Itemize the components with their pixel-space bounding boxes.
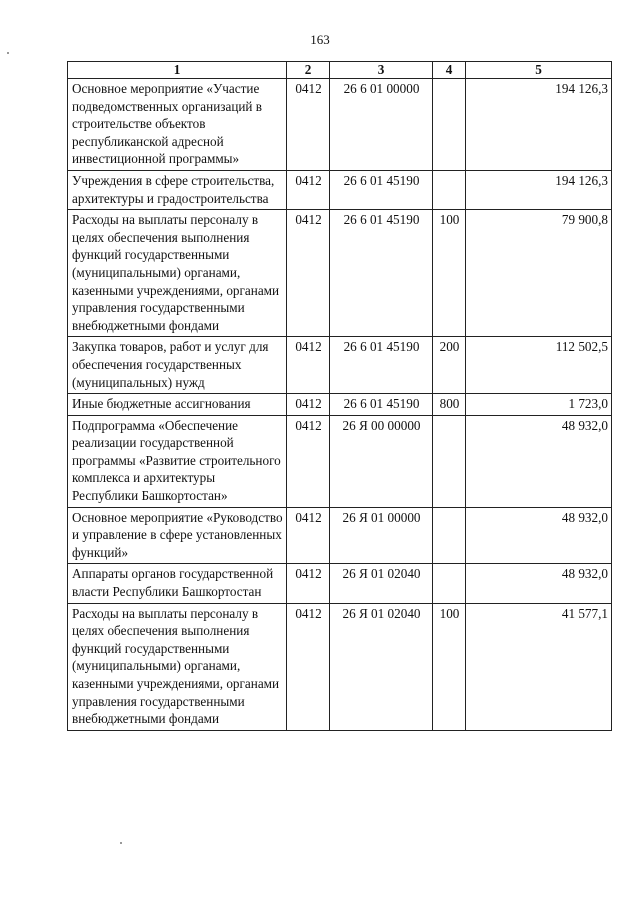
table-header-row bbox=[68, 62, 612, 79]
column-header-1: 1 bbox=[68, 62, 287, 79]
row-target-article: 26 6 01 45190 bbox=[330, 394, 433, 416]
row-section: 0412 bbox=[287, 79, 330, 171]
row-expense-type bbox=[433, 79, 466, 171]
table-row bbox=[68, 210, 612, 337]
row-expense-type: 800 bbox=[433, 394, 466, 416]
row-target-article: 26 Я 01 00000 bbox=[330, 507, 433, 564]
row-name: Основное мероприятие «Руководство и управление в сфере установленных функций» bbox=[68, 507, 287, 564]
row-amount: 112 502,5 bbox=[466, 337, 612, 394]
budget-table bbox=[67, 61, 612, 731]
row-section: 0412 bbox=[287, 337, 330, 394]
row-amount: 48 932,0 bbox=[466, 415, 612, 507]
row-amount: 79 900,8 bbox=[466, 210, 612, 337]
row-name: Расходы на выплаты персоналу в целях обеспечения выполнения функций государственными (муниципальными) органами, казенными учреждениями, органами управления государственными внебюджетными фондами bbox=[68, 210, 287, 337]
row-section: 0412 bbox=[287, 603, 330, 730]
row-name: Закупка товаров, работ и услуг для обеспечения государственных (муниципальных) нужд bbox=[68, 337, 287, 394]
row-section: 0412 bbox=[287, 394, 330, 416]
row-name: Учреждения в сфере строительства, архитектуры и градостроительства bbox=[68, 170, 287, 209]
row-section: 0412 bbox=[287, 210, 330, 337]
row-name: Расходы на выплаты персоналу в целях обеспечения выполнения функций государственными (муниципальными) органами, казенными учреждениями, органами управления государственными внебюджетными фондами bbox=[68, 603, 287, 730]
column-header-4: 4 bbox=[433, 62, 466, 79]
row-target-article: 26 Я 00 00000 bbox=[330, 415, 433, 507]
row-expense-type bbox=[433, 507, 466, 564]
row-amount: 41 577,1 bbox=[466, 603, 612, 730]
page-number: 163 bbox=[310, 32, 330, 47]
table-row bbox=[68, 415, 612, 507]
row-expense-type: 200 bbox=[433, 337, 466, 394]
row-expense-type bbox=[433, 415, 466, 507]
row-amount: 194 126,3 bbox=[466, 79, 612, 171]
row-target-article: 26 Я 01 02040 bbox=[330, 564, 433, 603]
row-expense-type: 100 bbox=[433, 603, 466, 730]
column-header-3: 3 bbox=[330, 62, 433, 79]
row-section: 0412 bbox=[287, 415, 330, 507]
row-target-article: 26 6 01 00000 bbox=[330, 79, 433, 171]
row-target-article: 26 6 01 45190 bbox=[330, 337, 433, 394]
row-name: Аппараты органов государственной власти Республики Башкортостан bbox=[68, 564, 287, 603]
row-name: Подпрограмма «Обеспечение реализации государственной программы «Развитие строительного комплекса и архитектуры Республики Башкортостан» bbox=[68, 415, 287, 507]
row-amount: 194 126,3 bbox=[466, 170, 612, 209]
table-row bbox=[68, 564, 612, 603]
row-target-article: 26 Я 01 02040 bbox=[330, 603, 433, 730]
table-row bbox=[68, 507, 612, 564]
row-name: Основное мероприятие «Участие подведомственных организаций в строительстве объектов республиканской адресной инвестиционной программы» bbox=[68, 79, 287, 171]
row-amount: 48 932,0 bbox=[466, 507, 612, 564]
table-row bbox=[68, 337, 612, 394]
row-section: 0412 bbox=[287, 507, 330, 564]
row-amount: 48 932,0 bbox=[466, 564, 612, 603]
row-target-article: 26 6 01 45190 bbox=[330, 210, 433, 337]
column-header-5: 5 bbox=[466, 62, 612, 79]
row-target-article: 26 6 01 45190 bbox=[330, 170, 433, 209]
column-header-2: 2 bbox=[287, 62, 330, 79]
table-row bbox=[68, 170, 612, 209]
row-expense-type: 100 bbox=[433, 210, 466, 337]
table-row bbox=[68, 603, 612, 730]
row-amount: 1 723,0 bbox=[466, 394, 612, 416]
row-section: 0412 bbox=[287, 564, 330, 603]
row-expense-type bbox=[433, 564, 466, 603]
table-row bbox=[68, 79, 612, 171]
row-expense-type bbox=[433, 170, 466, 209]
scan-speck bbox=[120, 842, 122, 844]
row-section: 0412 bbox=[287, 170, 330, 209]
scan-speck bbox=[7, 52, 9, 54]
row-name: Иные бюджетные ассигнования bbox=[68, 394, 287, 416]
table-row bbox=[68, 394, 612, 416]
